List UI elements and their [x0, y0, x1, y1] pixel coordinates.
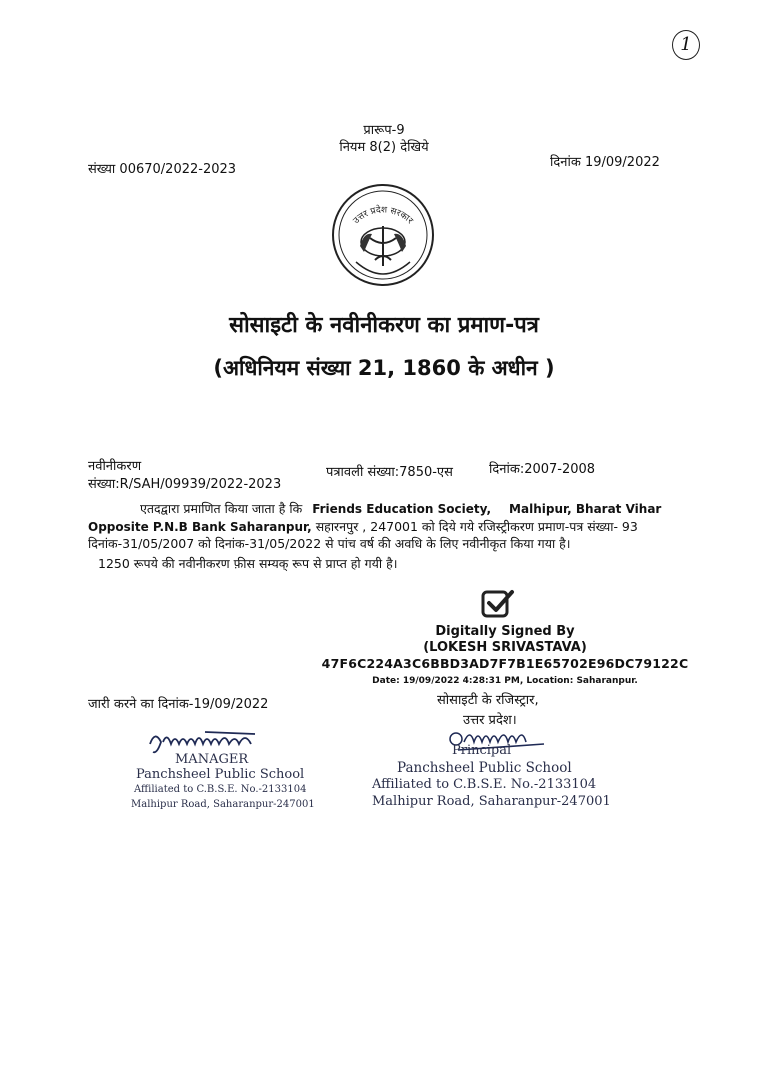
ref-dinank: दिनांक 19/09/2022: [550, 155, 660, 170]
svg-text:उत्तर प्रदेश सरकार: [352, 203, 415, 226]
principal-affiliation: Affiliated to C.B.S.E. No.-2133104: [372, 777, 597, 792]
certificate-title: सोसाइटी के नवीनीकरण का प्रमाण-पत्र: [229, 313, 539, 338]
society-address: Opposite P.N.B Bank Saharanpur,: [88, 520, 312, 534]
manager-title: MANAGER: [175, 752, 249, 767]
manager-address: Malhipur Road, Saharanpur-247001: [131, 799, 315, 810]
emblem-icon: [330, 182, 436, 288]
registrar-state: उत्तर प्रदेश।: [463, 713, 517, 728]
signature-date-location: Date: 19/09/2022 4:28:31 PM, Location: Saharanpur.: [372, 676, 638, 686]
body-line-3: दिनांक-31/05/2007 को दिनांक-31/05/2022 से पांच वर्ष की अवधि के लिए नवीनीकृत किया गया है।: [88, 536, 571, 551]
form-prarup: प्रारूप-9: [363, 123, 405, 138]
signature-hash: 47F6C224A3C6BBD3AD7F7B1E65702E96DC79122C: [321, 656, 689, 671]
manager-affiliation: Affiliated to C.B.S.E. No.-2133104: [134, 784, 307, 795]
line1-prefix: एतदद्वारा प्रमाणित किया जाता है कि: [140, 501, 303, 516]
renewal-number: संख्या:R/SAH/09939/2022-2023: [88, 477, 282, 492]
check-box-icon: [481, 588, 515, 620]
renewal-date: दिनांक:2007-2008: [489, 462, 596, 477]
society-name: Friends Education Society,: [312, 502, 492, 516]
principal-school: Panchsheel Public School: [397, 760, 572, 776]
page-marker-number: 1: [680, 34, 692, 55]
body-line-2: [88, 518, 638, 535]
principal-address: Malhipur Road, Saharanpur-247001: [372, 794, 611, 809]
page-marker: [672, 30, 700, 60]
principal-title: Principal: [452, 743, 512, 758]
up-govt-emblem: [330, 182, 436, 288]
signer-name: (LOKESH SRIVASTAVA): [423, 640, 587, 655]
signed-by: Digitally Signed By: [435, 624, 575, 639]
line2-suffix: सहारनपुर , 247001 को दिये गये रजिस्ट्रीकरण प्रमाण-पत्र संख्या- 93: [315, 519, 638, 534]
form-niyam: नियम 8(2) देखिये: [339, 140, 429, 155]
renewal-label: नवीनीकरण: [88, 459, 142, 474]
registrar-title: सोसाइटी के रजिस्ट्रार,: [437, 693, 539, 708]
file-number: पत्रावली संख्या:7850-एस: [326, 465, 453, 480]
issue-date: जारी करने का दिनांक-19/09/2022: [88, 697, 269, 712]
body-line-1: [140, 500, 661, 517]
emblem-text: उत्तर प्रदेश सरकार: [351, 205, 415, 227]
body-line-4: 1250 रूपये की नवीनीकरण फ़ीस सम्यक् रूप से प्राप्त हो गयी है।: [98, 556, 398, 571]
manager-school: Panchsheel Public School: [136, 767, 305, 782]
society-locality: Malhipur, Bharat Vihar: [509, 502, 662, 516]
ref-sankhya: संख्या 00670/2022-2023: [88, 162, 237, 177]
certificate-subtitle: (अधिनियम संख्या 21, 1860 के अधीन ): [213, 356, 555, 380]
